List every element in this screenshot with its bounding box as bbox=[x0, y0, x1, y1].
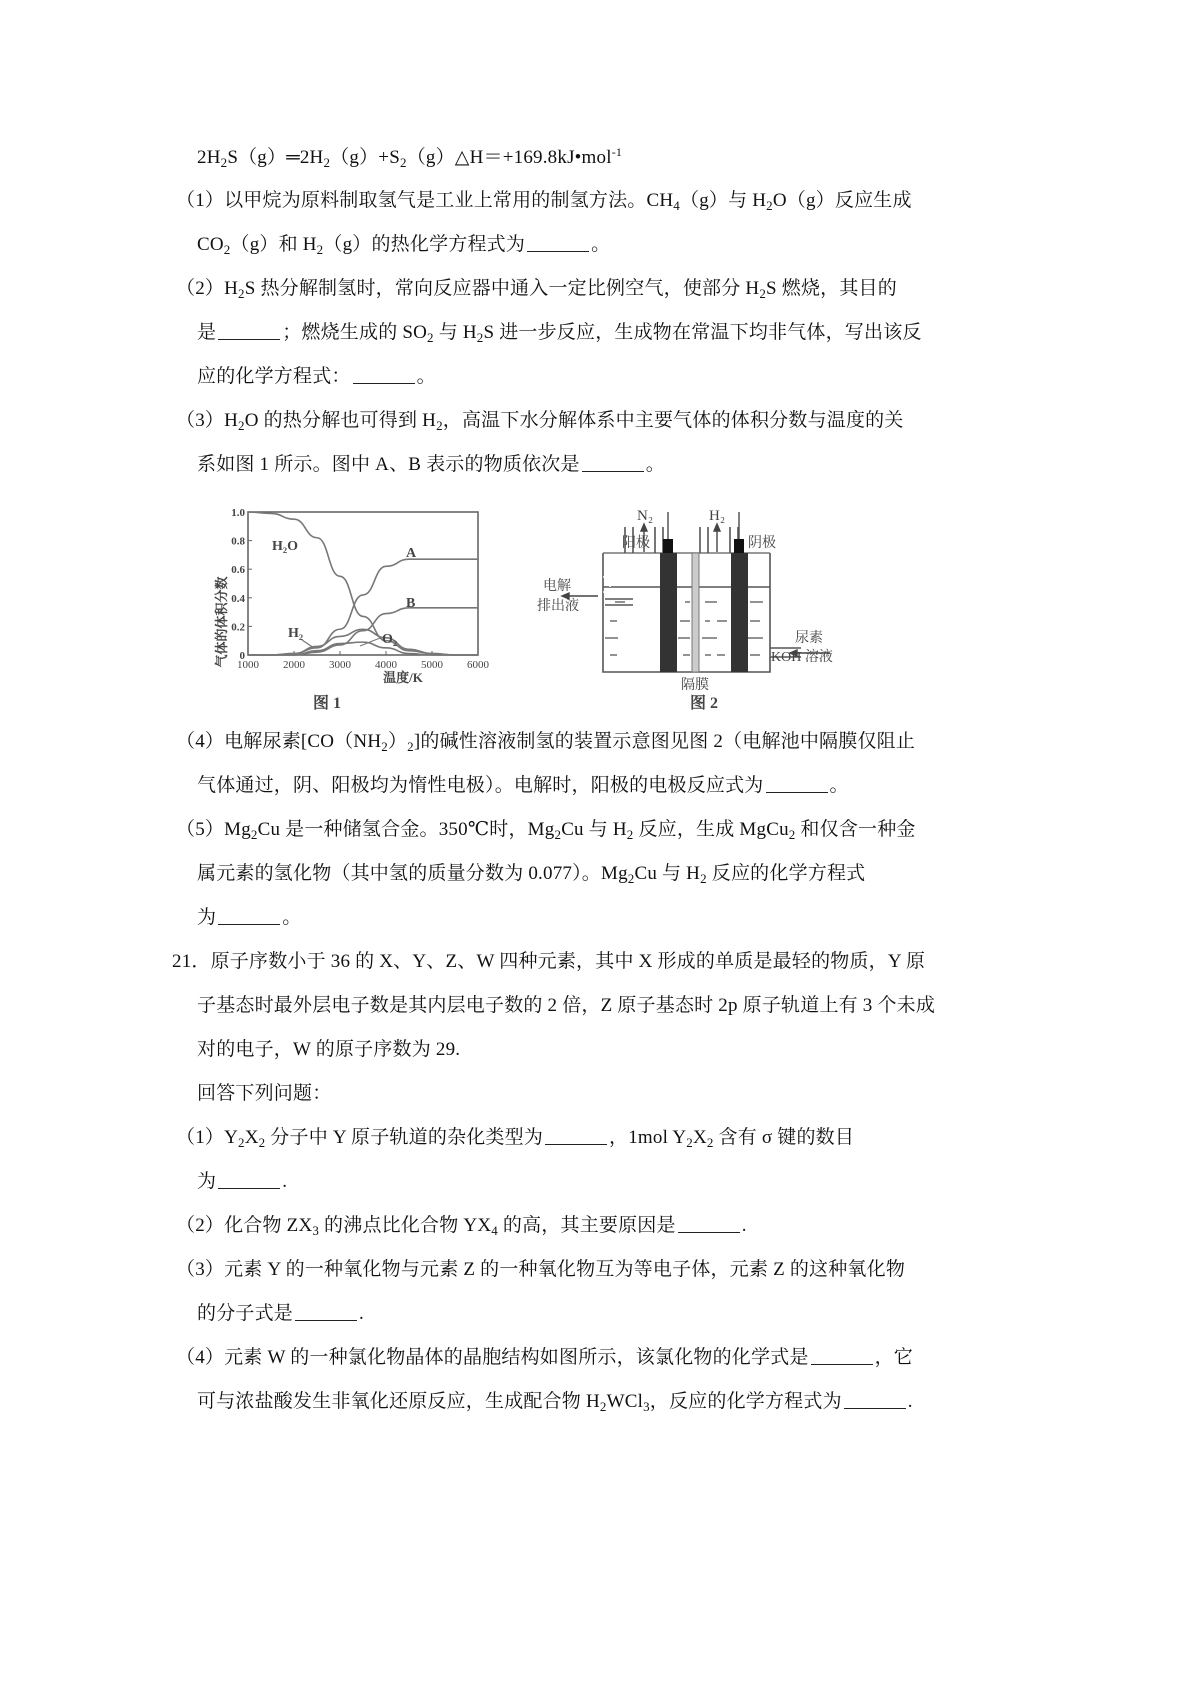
label-inlet-1: 尿素 bbox=[795, 631, 823, 646]
q21-stem-line1 bbox=[172, 950, 925, 974]
answer-blank[interactable] bbox=[766, 774, 828, 793]
text: 分子中 Y 原子轨道的杂化类型为 bbox=[265, 1127, 544, 1148]
plot-frame bbox=[248, 512, 478, 655]
figure1-chart bbox=[210, 500, 490, 690]
subscript: 2 bbox=[766, 198, 773, 213]
text: 的高，其主要原因是 bbox=[497, 1215, 676, 1236]
text: X bbox=[244, 1127, 259, 1148]
text: （g）+S bbox=[330, 147, 400, 168]
subscript: 2 bbox=[788, 827, 796, 842]
answer-blank[interactable] bbox=[218, 1170, 280, 1189]
text: （1）以甲烷为原料制取氢气是工业上常用的制氢方法。CH bbox=[176, 190, 674, 211]
x-tick-label: 2000 bbox=[283, 659, 305, 671]
subscript: 4 bbox=[673, 198, 680, 213]
q20-part2-line2 bbox=[197, 321, 922, 345]
q20-part3-line1 bbox=[176, 409, 904, 433]
label-outlet-2: 排出液 bbox=[537, 599, 579, 614]
subscript: 2 bbox=[258, 1135, 266, 1150]
q20-part1-line2 bbox=[197, 233, 610, 257]
x-tick-label: 4000 bbox=[375, 659, 397, 671]
q20-part4-line2 bbox=[197, 774, 849, 798]
answer-blank[interactable] bbox=[582, 453, 644, 472]
h2-leader bbox=[302, 640, 314, 648]
q20-part5-line2 bbox=[197, 862, 865, 886]
text: CO bbox=[197, 234, 224, 255]
subscript: 2 bbox=[407, 739, 414, 754]
subscript: 2 bbox=[238, 418, 245, 433]
q21-part4-line1 bbox=[176, 1346, 913, 1370]
q21-part1-line2 bbox=[197, 1170, 287, 1194]
answer-blank[interactable] bbox=[678, 1214, 740, 1233]
x-tick-label: 1000 bbox=[237, 659, 259, 671]
text: （4）元素 W 的一种氯化物晶体的晶胞结构如图所示，该氯化物的化学式是 bbox=[176, 1347, 809, 1368]
text: S 进一步反应，生成物在常温下均非气体，写出该反 bbox=[483, 322, 922, 343]
subscript: 2 bbox=[436, 418, 443, 433]
text: 原子序数小于 36 的 X、Y、Z、W 四种元素，其中 X 形成的单质是最轻的物质，Y 原 bbox=[210, 951, 926, 972]
text: Cu 是一种储氢合金。350℃时，Mg bbox=[257, 819, 555, 840]
label-h2: H₂ bbox=[709, 508, 726, 524]
text: Cu 与 H bbox=[561, 819, 627, 840]
text: X bbox=[692, 1127, 707, 1148]
y-tick-label: 0.4 bbox=[231, 592, 245, 605]
text: ，它 bbox=[874, 1347, 913, 1368]
text: （1）Y bbox=[176, 1127, 239, 1148]
series-line-2 bbox=[248, 608, 478, 655]
x-tick-label: 5000 bbox=[421, 659, 443, 671]
subscript: 2 bbox=[399, 155, 407, 170]
label-h2o: H₂O bbox=[272, 539, 298, 554]
text: 含有 σ 键的数目 bbox=[713, 1127, 855, 1148]
answer-blank[interactable] bbox=[811, 1346, 873, 1365]
q21-part1-line1 bbox=[176, 1126, 854, 1150]
superscript: -1 bbox=[611, 145, 623, 159]
subscript: 2 bbox=[220, 155, 228, 170]
label-b: B bbox=[406, 596, 416, 611]
cathode-electrode bbox=[731, 553, 748, 672]
text: 2H bbox=[197, 147, 221, 168]
y-tick-label: 1.0 bbox=[231, 507, 245, 519]
xlabel: 温度/K bbox=[383, 670, 423, 685]
answer-blank[interactable] bbox=[545, 1126, 607, 1145]
q21-part4-line2 bbox=[197, 1390, 913, 1414]
label-a: A bbox=[406, 546, 417, 561]
text: 的分子式是 bbox=[197, 1303, 294, 1324]
y-tick-label: 0 bbox=[239, 650, 245, 662]
subscript: 2 bbox=[627, 871, 635, 886]
subscript: 2 bbox=[381, 739, 388, 754]
question-number: 21． bbox=[172, 951, 211, 972]
label-outlet-1: 电解 bbox=[543, 579, 571, 594]
text: ，1mol Y bbox=[609, 1127, 687, 1148]
subscript: 2 bbox=[626, 827, 634, 842]
text: O 的热分解也可得到 H bbox=[244, 410, 437, 431]
text: 是 bbox=[197, 322, 217, 343]
text: Cu 与 H bbox=[634, 863, 701, 884]
figure2-caption: 图 2 bbox=[690, 695, 719, 712]
label-h2: H₂ bbox=[288, 626, 304, 641]
label-membrane: 隔膜 bbox=[681, 678, 709, 692]
text: ]的碱性溶液制氢的装置示意图见图 2（电解池中隔膜仅阻止 bbox=[413, 731, 916, 752]
text: 。 bbox=[645, 454, 665, 475]
text: 反应，生成 MgCu bbox=[633, 819, 789, 840]
text: 为 bbox=[197, 1171, 217, 1192]
q20-part4-line1 bbox=[176, 730, 915, 754]
y-tick-label: 0.8 bbox=[231, 535, 245, 548]
subscript: 2 bbox=[476, 330, 484, 345]
q21-stem-line2 bbox=[197, 994, 935, 1018]
q20-part5-line1 bbox=[176, 818, 916, 842]
text: 子基态时最外层电子数是其内层电子数的 2 倍，Z 原子基态时 2p 原子轨道上有 3 个未成 bbox=[197, 995, 936, 1016]
membrane bbox=[692, 553, 699, 672]
text: ） bbox=[387, 731, 408, 752]
subscript: 2 bbox=[316, 242, 324, 257]
text: （4）电解尿素[CO（NH bbox=[176, 731, 382, 752]
q20-part2-line3 bbox=[197, 365, 436, 389]
text: ，高温下水分解体系中主要气体的体积分数与温度的关 bbox=[442, 410, 904, 431]
subscript: 2 bbox=[700, 871, 707, 886]
subscript: 2 bbox=[323, 155, 331, 170]
q20-part5-line3 bbox=[197, 906, 301, 930]
text: S（g）═2H bbox=[227, 147, 324, 168]
text: （g）的热化学方程式为 bbox=[323, 234, 526, 255]
q20-part3-line2 bbox=[197, 453, 665, 477]
label-cathode: 阴极 bbox=[748, 536, 776, 551]
text: 反应的化学方程式 bbox=[706, 863, 866, 884]
text: O（g）反应生成 bbox=[772, 190, 912, 211]
x-tick-label: 3000 bbox=[329, 659, 351, 671]
text: ；燃烧生成的 SO bbox=[282, 322, 428, 343]
q21-part3-line2 bbox=[197, 1302, 364, 1326]
label-inlet-2: KOH 溶液 bbox=[771, 650, 833, 665]
q21-answer-prompt bbox=[197, 1082, 331, 1106]
text: . bbox=[282, 1171, 288, 1192]
subscript: 2 bbox=[759, 286, 767, 301]
subscript: 2 bbox=[686, 1135, 693, 1150]
subscript: 2 bbox=[250, 827, 258, 842]
subscript: 2 bbox=[427, 330, 434, 345]
text: （g）△H＝+169.8kJ•mol bbox=[406, 147, 612, 168]
text: ，反应的化学方程式为 bbox=[649, 1391, 842, 1412]
series-line-0 bbox=[248, 512, 478, 655]
label-o2: O₂ bbox=[382, 632, 398, 647]
text: 。 bbox=[829, 775, 849, 796]
text: 属元素的氢化物（其中氢的质量分数为 0.077）。Mg bbox=[197, 863, 628, 884]
ylabel: 气体的体积分数 bbox=[214, 576, 229, 668]
text: （5）Mg bbox=[176, 819, 251, 840]
series-line-4 bbox=[248, 642, 478, 655]
text: S 热分解制氢时，常向反应器中通入一定比例空气，使部分 H bbox=[244, 278, 760, 299]
text: . bbox=[359, 1303, 364, 1324]
text: 可与浓盐酸发生非氧化还原反应，生成配合物 H bbox=[197, 1391, 600, 1412]
text: WCl bbox=[606, 1391, 644, 1412]
subscript: 3 bbox=[312, 1223, 320, 1238]
x-tick-label: 6000 bbox=[467, 659, 489, 671]
text: （g）和 H bbox=[230, 234, 317, 255]
text: 与 H bbox=[433, 322, 477, 343]
subscript: 2 bbox=[554, 827, 562, 842]
text: （3）元素 Y 的一种氧化物与元素 Z 的一种氧化物互为等电子体，元素 Z 的这种氧化物 bbox=[176, 1259, 906, 1280]
subscript: 3 bbox=[643, 1399, 650, 1414]
text: （3）H bbox=[176, 410, 239, 431]
y-tick-label: 0.2 bbox=[231, 621, 245, 634]
subscript: 2 bbox=[238, 286, 245, 301]
text: 为 bbox=[197, 907, 217, 928]
reaction-equation bbox=[197, 146, 622, 170]
text: 和仅含一种金 bbox=[795, 819, 916, 840]
text: 系如图 1 所示。图中 A、B 表示的物质依次是 bbox=[197, 454, 580, 475]
text: （2）H bbox=[176, 278, 239, 299]
anode-electrode bbox=[660, 553, 677, 672]
answer-blank[interactable] bbox=[844, 1390, 906, 1409]
y-tick-label: 0.6 bbox=[231, 564, 245, 577]
text: （2）化合物 ZX bbox=[176, 1215, 313, 1236]
text: 对的电子，W 的原子序数为 29. bbox=[197, 1039, 461, 1060]
q21-part2 bbox=[176, 1214, 747, 1238]
answer-blank[interactable] bbox=[295, 1302, 357, 1321]
text: （g）与 H bbox=[680, 190, 767, 211]
answer-blank[interactable] bbox=[218, 906, 280, 925]
text: 回答下列问题： bbox=[197, 1083, 332, 1104]
q21-stem-line3 bbox=[197, 1038, 460, 1062]
answer-blank[interactable] bbox=[218, 321, 280, 340]
figure2-apparatus bbox=[505, 497, 840, 692]
subscript: 2 bbox=[223, 242, 231, 257]
answer-blank[interactable] bbox=[527, 233, 589, 252]
q21-part3-line1 bbox=[176, 1258, 905, 1282]
text: . bbox=[907, 1391, 913, 1412]
label-anode: 阳极 bbox=[622, 536, 650, 551]
subscript: 4 bbox=[491, 1223, 498, 1238]
text: 应的化学方程式： bbox=[197, 366, 351, 387]
text: 。 bbox=[282, 907, 302, 928]
answer-blank[interactable] bbox=[353, 365, 415, 384]
figure1-caption: 图 1 bbox=[313, 695, 342, 712]
subscript: 2 bbox=[706, 1135, 714, 1150]
text: . bbox=[741, 1215, 747, 1236]
text: S 燃烧，其目的 bbox=[766, 278, 897, 299]
q20-part1-line1 bbox=[176, 189, 912, 213]
text: 气体通过，阴、阳极均为惰性电极）。电解时，阳极的电极反应式为 bbox=[197, 775, 764, 796]
subscript: 2 bbox=[238, 1135, 245, 1150]
text: 的沸点比化合物 YX bbox=[319, 1215, 492, 1236]
text: 。 bbox=[416, 366, 436, 387]
subscript: 2 bbox=[599, 1399, 607, 1414]
text: 。 bbox=[591, 234, 611, 255]
q20-part2-line1 bbox=[176, 277, 897, 301]
label-n2: N₂ bbox=[637, 508, 654, 524]
